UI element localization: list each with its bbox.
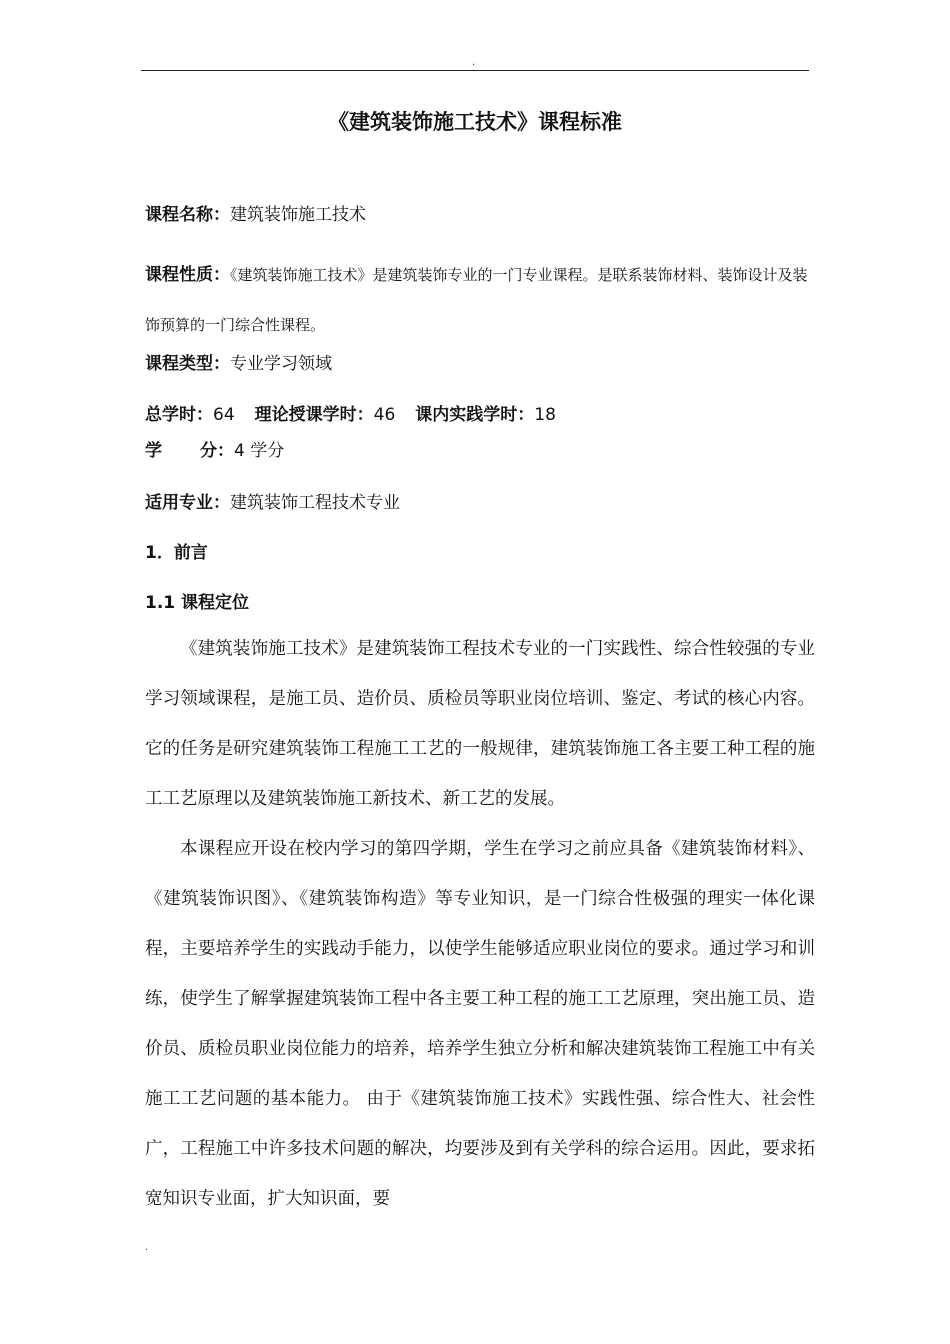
credit-row [145,436,284,461]
credit-value: 4 学分 [234,441,285,461]
course-name-value: 建筑装饰施工技术 [230,205,366,225]
course-nature-value: 《建筑装饰施工技术》是建筑装饰专业的一门专业课程。是联系装饰材料、装饰设计及装饰预算的一门综合性课程。 [145,266,808,334]
footer-mark: . [145,1242,149,1253]
header-rule [141,70,809,71]
course-nature-label: 课程性质： [145,265,230,285]
total-hours-label: 总学时： [145,405,213,425]
hours-row [145,400,576,425]
body-paragraph: 《建筑装饰施工技术》是建筑装饰工程技术专业的一门实践性、综合性较强的专业学习领域课程，是施工员、造价员、质检员等职业岗位培训、鉴定、考试的核心内容。它的任务是研究建筑装饰工程施工工艺的一般规律，建筑装饰施工各主要工种工程的施工工艺原理以及建筑装饰施工新技术、新工艺的发展。 [145,639,815,809]
section-heading-1-1: 1.1 课程定位 [145,593,250,613]
practice-hours-value: 18 [534,405,556,425]
theory-hours-value: 46 [373,405,396,425]
body-paragraph: 本课程应开设在校内学习的第四学期，学生在学习之前应具备《建筑装饰材料》、《建筑装饰识图》、《建筑装饰构造》等专业知识，是一门综合性极强的理实一体化课程，主要培养学生的实践动手能力，以使学生能够适应职业岗位的要求。通过学习和训练，使学生了解掌握建筑装饰工程中各主要工种工程的施工工艺原理，突出施工员、造价员、质检员职业岗位能力的培养，培养学生独立分析和解决建筑装饰工程施工中有关施工工艺问题的基本能力。 由于《建筑装饰施工技术》实践性强、综合性大、社会性广，工程施工中许多技术问题的解决，均要涉及到有关学科的综合运用。因此，要求拓宽知识专业面，扩大知识面，要 [145,839,815,1209]
total-hours-value: 64 [213,405,235,425]
course-name-row [145,200,366,225]
course-name-label: 课程名称： [145,205,230,225]
header-mark: . [472,57,476,68]
major-value: 建筑装饰工程技术专业 [230,493,400,513]
course-type-label: 课程类型： [145,354,230,374]
course-type-row [145,349,332,374]
credit-label-a: 学 [145,441,162,461]
practice-hours-label: 课内实践学时： [415,405,535,425]
page-title: 《建筑装饰施工技术》课程标准 [328,110,622,134]
section-heading-1: 1．前言 [145,543,208,563]
course-nature-row [145,250,820,350]
course-type-value: 专业学习领域 [230,354,332,374]
credit-label-b: 分： [200,441,234,461]
major-row [145,488,400,513]
major-label: 适用专业： [145,493,230,513]
theory-hours-label: 理论授课学时： [254,405,374,425]
